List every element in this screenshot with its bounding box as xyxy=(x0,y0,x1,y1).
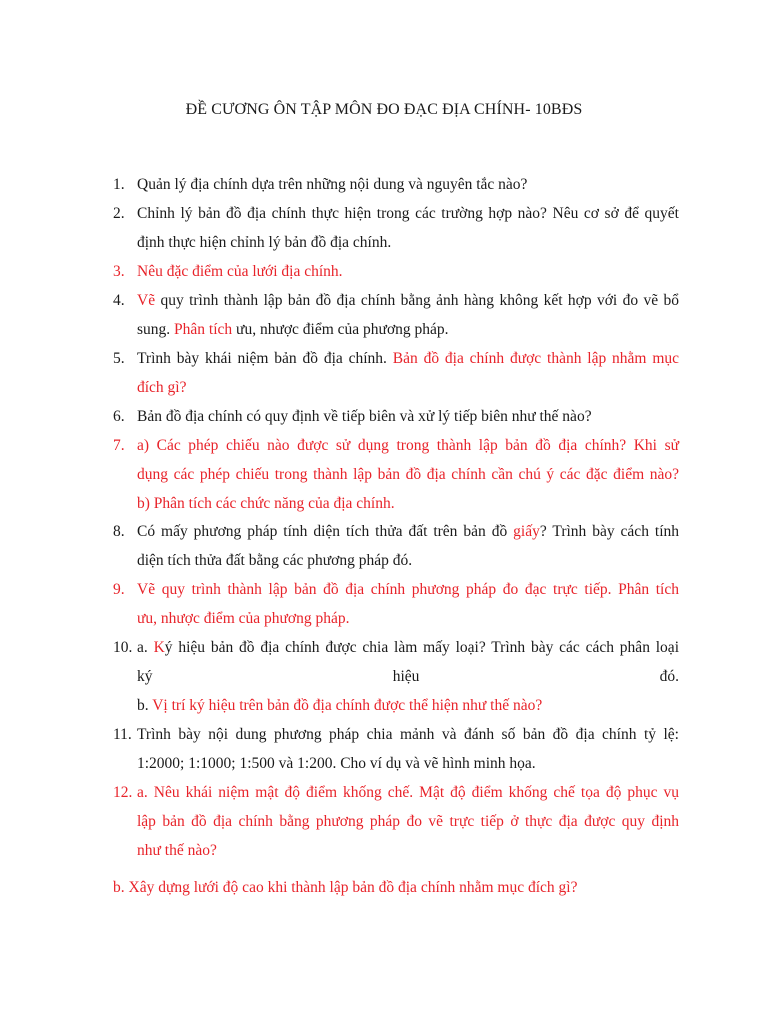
question-text: Quản lý địa chính dựa trên những nội dung và nguyên tắc nào? xyxy=(137,176,528,193)
question-text: b) Phân tích các chức năng của địa chính. xyxy=(137,495,395,512)
question-item xyxy=(113,402,679,431)
question-line xyxy=(113,691,679,720)
question-item xyxy=(113,170,679,199)
question-text: dụng các phép chiếu trong thành lập bản đồ địa chính cần chú ý các đặc điểm nào? xyxy=(137,466,679,483)
question-number: 12. xyxy=(113,784,133,801)
question-line xyxy=(113,604,679,633)
question-number: 3. xyxy=(113,263,125,280)
question-text: Bản đồ địa chính có quy định về tiếp biên và xử lý tiếp biên như thế nào? xyxy=(137,408,592,425)
question-line xyxy=(113,170,679,199)
question-line xyxy=(113,373,679,402)
question-line xyxy=(113,402,679,431)
question-text: Trình bày nội dung phương pháp chia mảnh và đánh số bản đồ địa chính tỷ lệ: xyxy=(137,726,679,743)
question-line xyxy=(113,778,679,807)
question-line xyxy=(113,749,679,778)
question-text: Vẽ quy trình thành lập bản đồ địa chính phương pháp đo đạc trực tiếp. Phân tích xyxy=(137,581,679,598)
question-text: quy trình thành lập bản đồ địa chính bằng ảnh hàng không kết hợp với đo vẽ bổ xyxy=(155,292,679,309)
question-text: sung. xyxy=(137,321,175,338)
question-text: diện tích thửa đất bằng các phương pháp đó. xyxy=(137,552,413,569)
question-text: Bản đồ địa chính được thành lập nhằm mục xyxy=(392,350,680,367)
question-number: 8. xyxy=(113,523,125,540)
question-number: 11. xyxy=(113,726,132,743)
question-line xyxy=(113,315,679,344)
question-number: 9. xyxy=(113,581,125,598)
page-title: ĐỀ CƯƠNG ÔN TẬP MÔN ĐO ĐẠC ĐỊA CHÍNH- 10BĐS xyxy=(185,101,583,118)
question-text: Vị trí ký hiệu trên bản đồ địa chính được thể hiện như thế nào? xyxy=(152,697,543,714)
question-line xyxy=(113,199,679,228)
question-line xyxy=(113,633,679,662)
question-item xyxy=(113,720,679,778)
question-text: 1:2000; 1:1000; 1:500 và 1:200. Cho ví dụ và vẽ hình minh họa. xyxy=(137,755,536,772)
question-item xyxy=(113,575,679,633)
question-line xyxy=(113,431,679,460)
question-number: 5. xyxy=(113,350,125,367)
question-line xyxy=(113,460,679,489)
question-text: giấy xyxy=(513,523,540,540)
question-text: lập bản đồ địa chính bằng phương pháp đo vẽ trực tiếp ở thực địa được quy định xyxy=(137,813,679,830)
question-text: K xyxy=(153,639,165,656)
question-line xyxy=(113,228,679,257)
question-line xyxy=(113,720,679,749)
question-number: 2. xyxy=(113,205,125,222)
question-text: ưu, nhược điểm của phương pháp. xyxy=(232,321,449,338)
question-line xyxy=(113,807,679,836)
question-number: 7. xyxy=(113,437,125,454)
question-text: a. xyxy=(137,639,154,656)
question-number: 1. xyxy=(113,176,125,193)
question-text: định thực hiện chỉnh lý bản đồ địa chính. xyxy=(137,234,392,251)
question-item xyxy=(113,257,679,286)
question-text: b. xyxy=(137,697,153,714)
question-text: ý hiệu bản đồ địa chính được chia làm mấy loại? Trình bày các cách phân loại xyxy=(164,639,679,656)
question-text: a) Các phép chiếu nào được sử dụng trong thành lập bản đồ địa chính? Khi sử xyxy=(137,437,679,454)
question-text: ký hiệu đó. xyxy=(137,668,679,685)
question-line xyxy=(113,662,679,691)
question-item xyxy=(113,286,679,344)
question-text: Chỉnh lý bản đồ địa chính thực hiện trong các trường hợp nào? Nêu cơ sở để quyết xyxy=(137,205,679,222)
question-number: 6. xyxy=(113,408,125,425)
question-item xyxy=(113,199,679,257)
question-item xyxy=(113,344,679,402)
question-line xyxy=(113,836,679,865)
question-text: a. Nêu khái niệm mật độ điểm khống chế. Mật độ điểm khống chế tọa độ phục vụ xyxy=(137,784,679,801)
question-line xyxy=(113,286,679,315)
question-number: 4. xyxy=(113,292,125,309)
question-text: Phân tích xyxy=(174,321,233,338)
trailing-question: b. Xây dựng lưới độ cao khi thành lập bản đồ địa chính nhằm mục đích gì? xyxy=(113,879,578,896)
question-item xyxy=(113,633,679,720)
question-text: Có mấy phương pháp tính diện tích thửa đất trên bản đồ xyxy=(137,523,514,540)
question-text: Nêu đặc điểm của lưới địa chính. xyxy=(137,263,343,280)
question-text: ? Trình bày cách tính xyxy=(539,523,680,540)
question-text: Trình bày khái niệm bản đồ địa chính. xyxy=(137,350,393,367)
question-line xyxy=(113,257,679,286)
question-item xyxy=(113,431,679,518)
question-line xyxy=(113,517,679,546)
question-line xyxy=(113,489,679,518)
question-line xyxy=(113,575,679,604)
question-text: đích gì? xyxy=(137,379,187,396)
question-line xyxy=(113,546,679,575)
question-item xyxy=(113,778,679,865)
question-text: như thế nào? xyxy=(137,842,217,859)
question-text: ưu, nhược điểm của phương pháp. xyxy=(137,610,350,627)
question-item xyxy=(113,517,679,575)
question-number: 10. xyxy=(113,639,133,656)
question-line xyxy=(113,344,679,373)
question-text: Vẽ xyxy=(137,292,156,309)
